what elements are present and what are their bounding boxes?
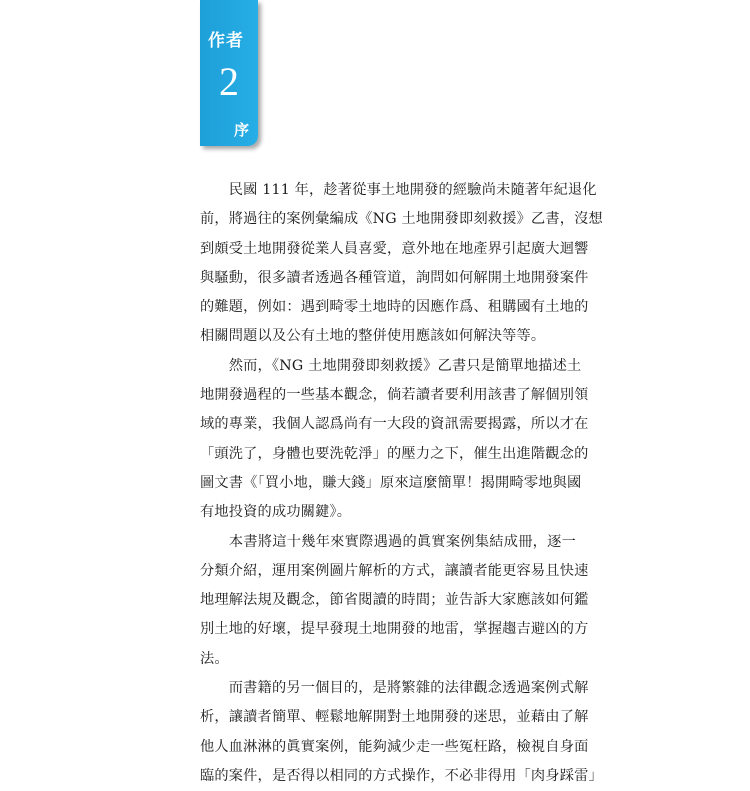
- text-line: 地理解法規及觀念，節省閱讀的時間；並告訴大家應該如何鑑: [200, 592, 589, 609]
- text-line: 與騷動，很多讀者透過各種管道，詢問如何解開土地開發案件: [200, 269, 589, 286]
- text-line: 析，讓讀者簡單、輕鬆地解開對土地開發的迷思，並藉由了解: [200, 709, 589, 726]
- text-line: 的難題，例如：遇到畸零土地時的因應作爲、租購國有土地的: [200, 299, 589, 316]
- section-tab-subtitle: 序: [234, 121, 250, 139]
- text-line: 相關問題以及公有土地的整併使用應該如何解決等等。: [200, 328, 546, 345]
- text-line: 前，將過往的案例彙編成《NG 土地開發即刻救援》乙書，沒想: [200, 211, 603, 228]
- text-line: 有地投資的成功關鍵》。: [200, 504, 352, 521]
- text-line: 法。: [200, 650, 229, 667]
- text-line: 到頗受土地開發從業人員喜愛，意外地在地產界引起廣大迴響: [200, 240, 589, 257]
- text-line: 分類介紹，運用案例圖片解析的方式，讓讀者能更容易且快速: [200, 562, 589, 579]
- section-tab: [200, 0, 258, 146]
- section-tab-number: 2: [219, 59, 239, 104]
- section-tab-label: 作者: [208, 31, 244, 51]
- text-line: 本書將這十幾年來實際遇過的眞實案例集結成冊，逐一: [200, 533, 576, 550]
- text-line: 「頭洗了，身體也要洗乾淨」的壓力之下，催生出進階觀念的: [200, 445, 589, 462]
- paragraph: [200, 674, 603, 791]
- paragraph: [200, 528, 589, 674]
- paragraph: [200, 176, 603, 352]
- text-line: 圖文書《「買小地，賺大錢」原來這麼簡單！揭開畸零地與國: [200, 474, 582, 491]
- text-line: 而書籍的另一個目的，是將繁雜的法律觀念透過案例式解: [200, 680, 589, 697]
- text-line: 域的專業，我個人認爲尚有一大段的資訊需要揭露，所以才在: [200, 416, 589, 433]
- text-line: 臨的案件，是否得以相同的方式操作，不必非得用「肉身踩雷」: [200, 767, 603, 784]
- paragraph: [200, 352, 589, 528]
- text-line: 他人血淋淋的眞實案例，能夠減少走一些冤枉路，檢視自身面: [200, 738, 589, 755]
- text-line: 別土地的好壞，提早發現土地開發的地雷，掌握趨吉避凶的方: [200, 621, 589, 638]
- text-line: 然而，《NG 土地開發即刻救援》乙書只是簡單地描述土: [200, 357, 582, 374]
- text-line: 民國 111 年，趁著從事土地開發的經驗尚未隨著年紀退化: [200, 182, 597, 198]
- preface-body: [200, 176, 603, 791]
- text-line: 地開發過程的一些基本觀念，倘若讀者要利用該書了解個別領: [200, 387, 589, 404]
